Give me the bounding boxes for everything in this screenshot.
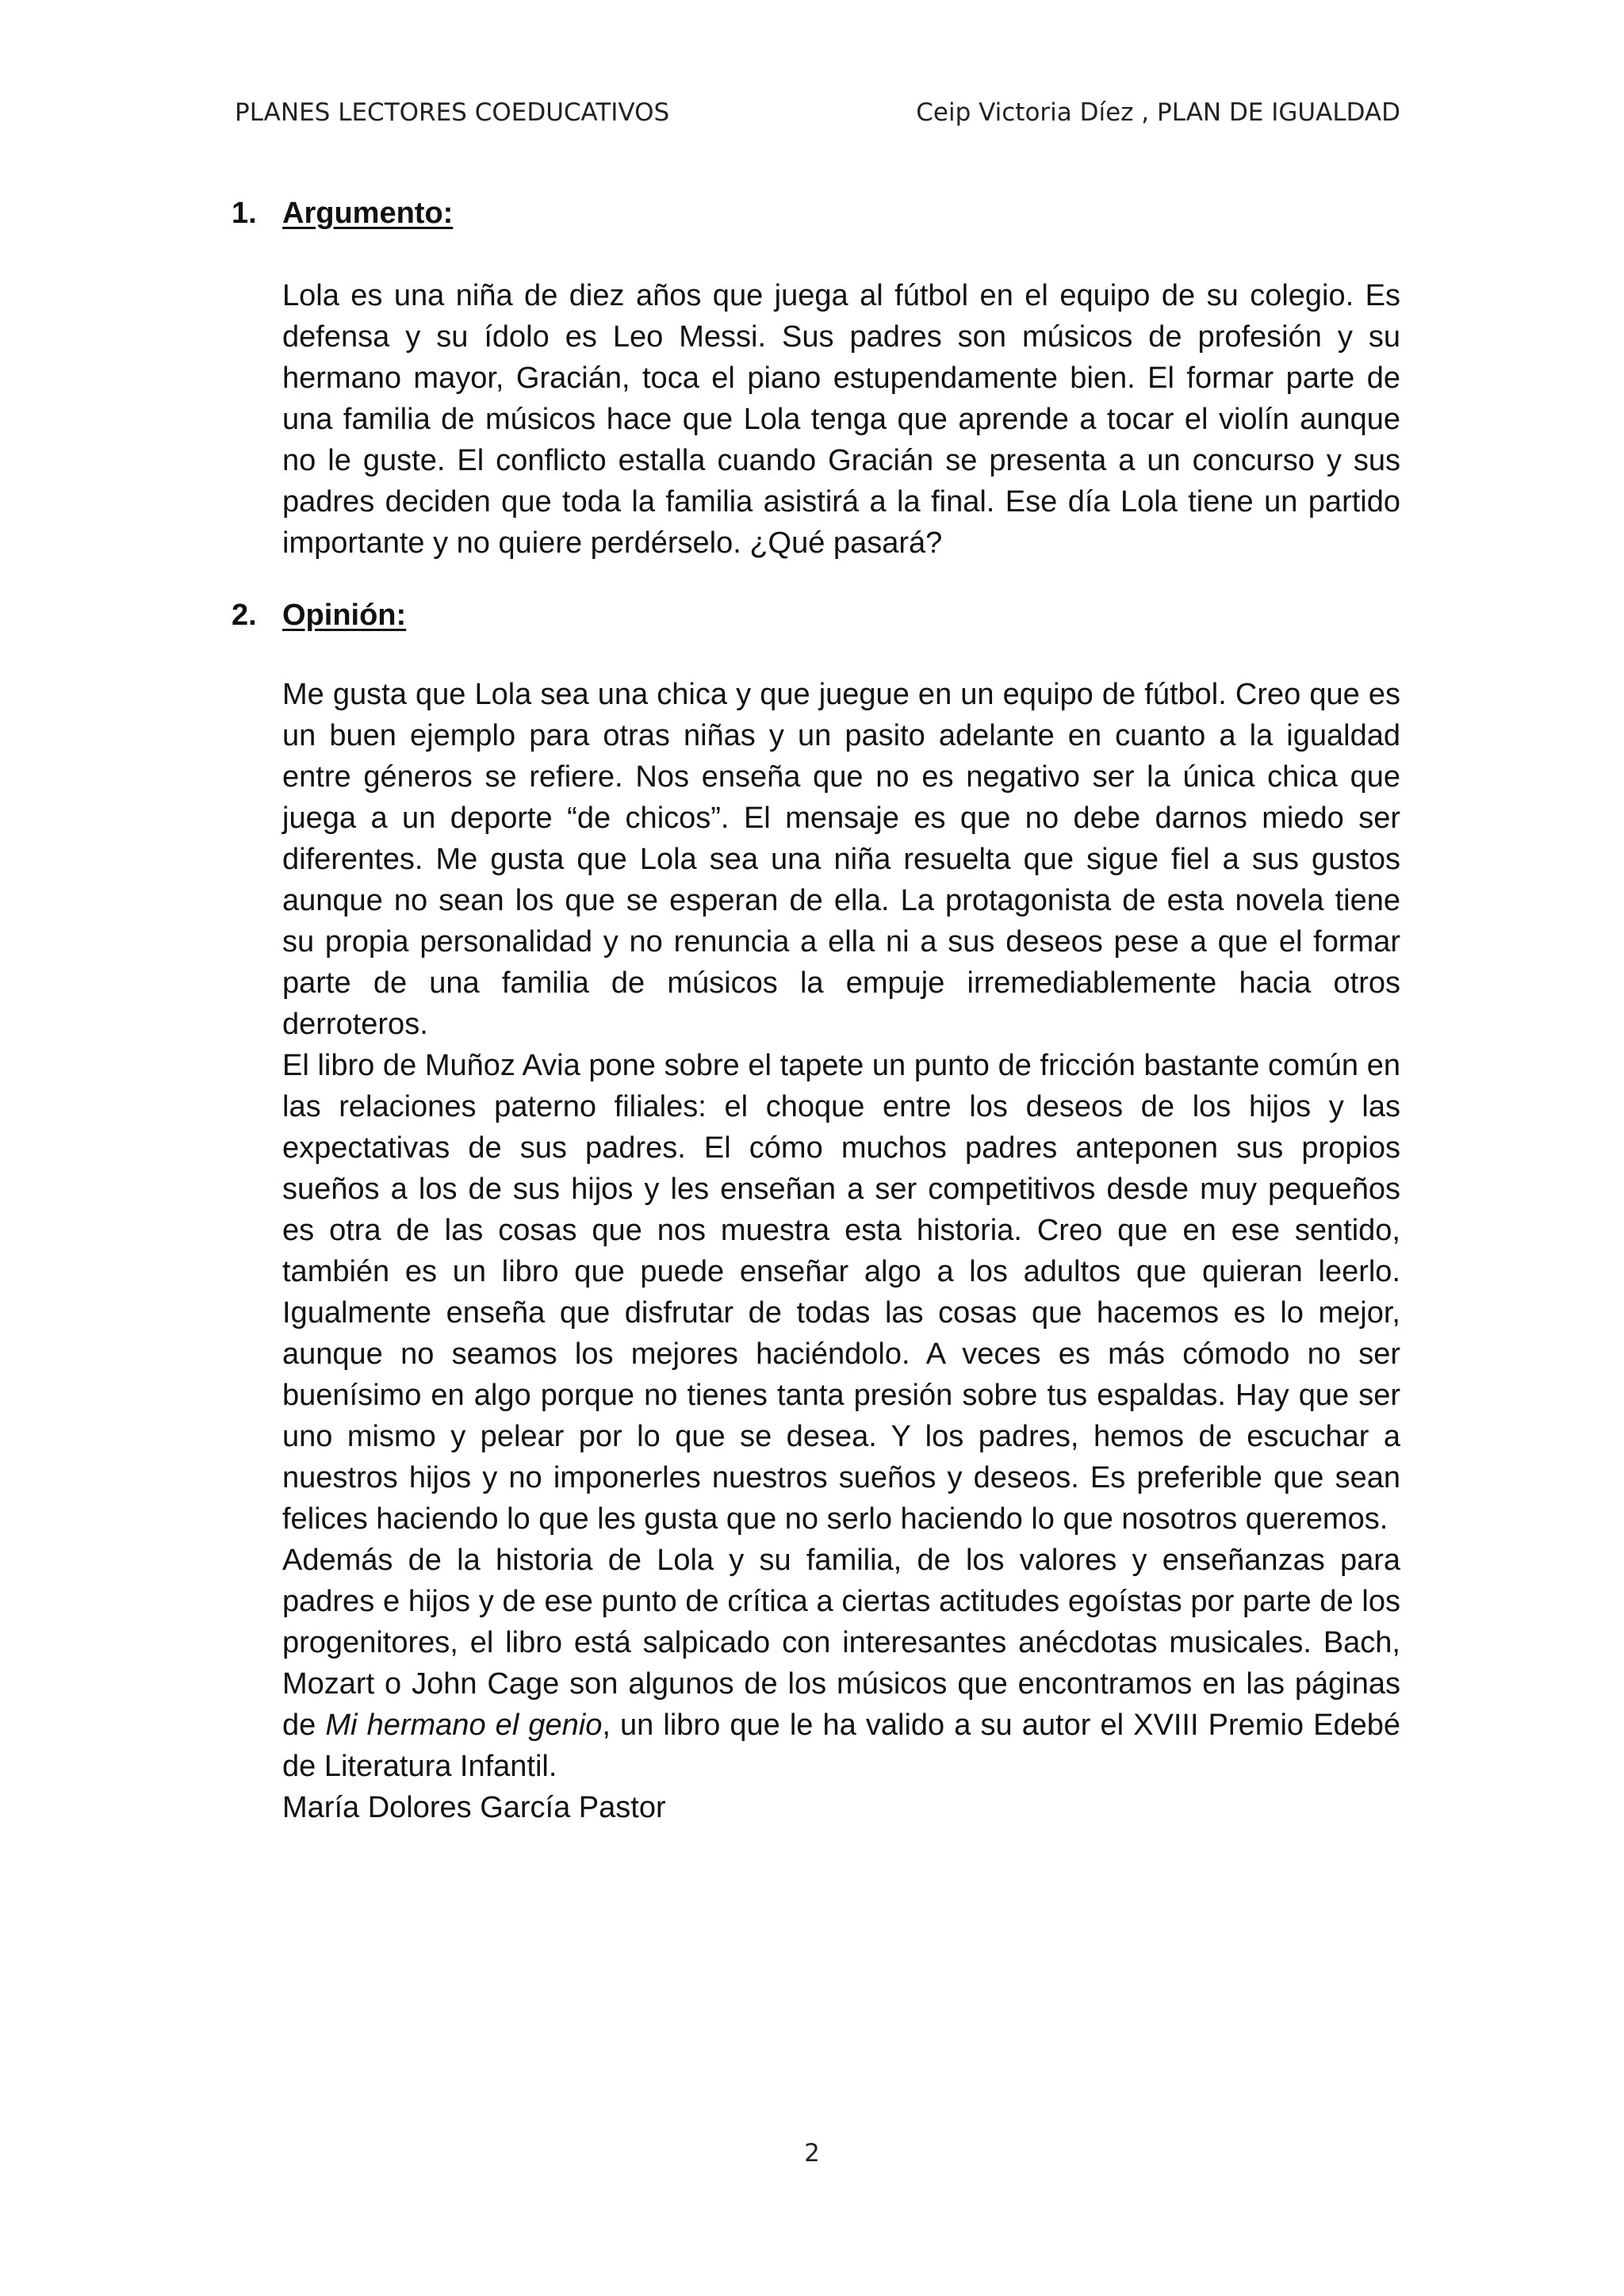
book-title: Mi hermano el genio xyxy=(325,1709,603,1742)
section-title: Opinión: xyxy=(282,599,407,632)
section-heading-argumento xyxy=(232,193,1400,234)
header-right-text: Ceip Victoria Díez , PLAN DE IGUALDAD xyxy=(916,98,1400,127)
argumento-paragraph: Lola es una niña de diez años que juega al fútbol en el equipo de su colegio. Es defensa y su ídolo es Leo Messi. Sus padres son músicos de profesión y su hermano mayor, Gracián, toca el piano estupendamente bien. El formar parte de una familia de músicos hace que Lola tenga que aprende a tocar el violín aunque no le guste. El conflicto estalla cuando Gracián se presenta a un concurso y sus padres deciden que toda la familia asistirá a la final. Ese día Lola tiene un partido importante y no quiere perdérselo. ¿Qué pasará? xyxy=(282,279,1400,560)
author-signature: María Dolores García Pastor xyxy=(282,1791,666,1824)
section-number: 2. xyxy=(232,599,257,632)
section-number: 1. xyxy=(232,197,257,230)
closing-text-end: , un libro que le ha valido a su autor el XVIII Premio Edebé de Literatura Infantil. xyxy=(282,1709,1401,1783)
section-heading-opinion xyxy=(232,595,1400,636)
opinion-paragraph-1: Me gusta que Lola sea una chica y que juegue en un equipo de fútbol. Creo que es un buen ejemplo para otras niñas y un pasito adelante en cuanto a la igualdad entre géneros se refiere. Nos enseña que no es negativo ser la única chica que juega a un deporte “de chicos”. El mensaje es que no debe darnos miedo ser diferentes. Me gusta que Lola sea una niña resuelta que sigue fiel a sus gustos aunque no sean los que se esperan de ella. La protagonista de esta novela tiene su propia personalidad y no renuncia a ella ni a sus deseos pese a que el formar parte de una familia de músicos la empuje irremediablemente hacia otros derroteros. xyxy=(282,678,1400,1041)
opinion-paragraph-2: El libro de Muñoz Avia pone sobre el tapete un punto de fricción bastante común en las relaciones paterno filiales: el choque entre los deseos de los hijos y las expectativas de sus padres. El cómo muchos padres anteponen sus propios sueños a los de sus hijos y les enseñan a ser competitivos desde muy pequeños es otra de las cosas que nos muestra esta historia. Creo que en ese sentido, también es un libro que puede enseñar algo a los adultos que quieran leerlo. Igualmente enseña que disfrutar de todas las cosas que hacemos es lo mejor, aunque no seamos los mejores haciéndolo. A veces es más cómodo no ser buenísimo en algo porque no tienes tanta presión sobre tus espaldas. Hay que ser uno mismo y pelear por lo que se desea. Y los padres, hemos de escuchar a nuestros hijos y no imponerles nuestros sueños y deseos. Es preferible que sean felices haciendo lo que les gusta que no serlo haciendo lo que nosotros queremos. xyxy=(282,1049,1400,1536)
section-title: Argumento: xyxy=(282,197,454,230)
header-left-text: PLANES LECTORES COEDUCATIVOS xyxy=(235,98,670,127)
document-body xyxy=(232,193,1401,1828)
closing-text-start: Además de la historia de Lola y su familia, de los valores y enseñanzas para padres e hijos y de ese punto de crítica a ciertas actitudes egoístas por parte de los progenitores, el libro está salpicado con interesantes anécdotas musicales. Bach, Mozart o John Cage son algunos de los músicos que encontramos en las páginas de xyxy=(282,1544,1400,1742)
opinion-paragraph-3 xyxy=(282,1540,1400,1787)
page-number: 2 xyxy=(804,2139,820,2168)
